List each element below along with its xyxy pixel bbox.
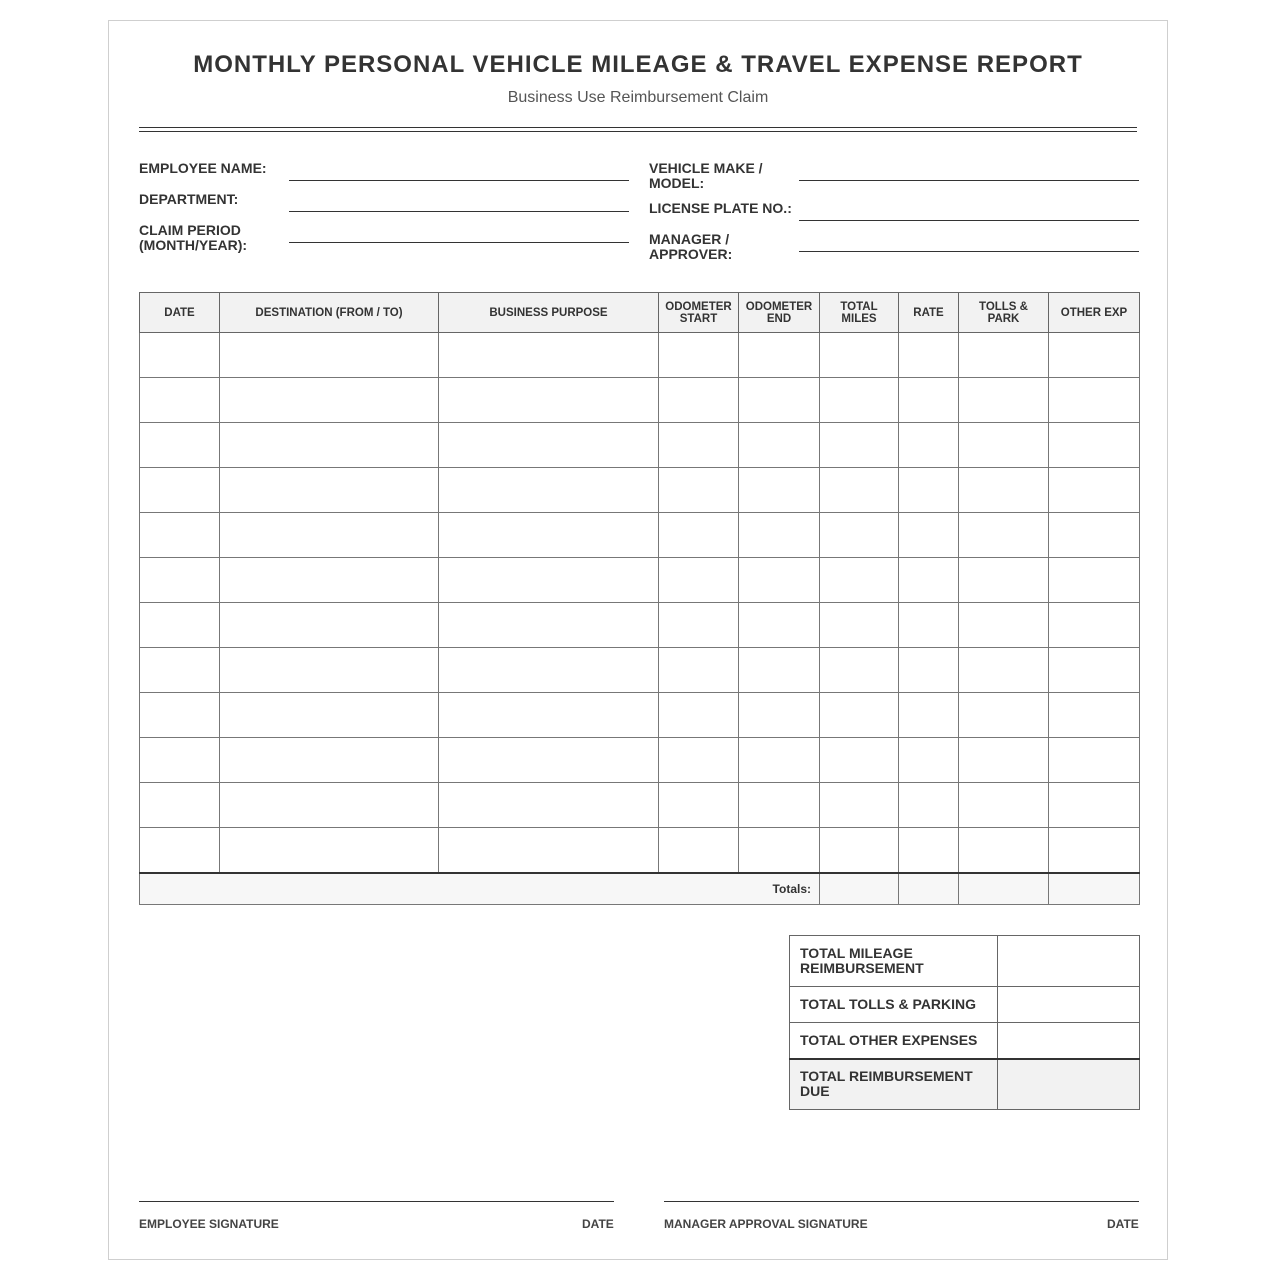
total-due-label-line1: TOTAL REIMBURSEMENT: [800, 1068, 973, 1085]
column-header: [1049, 293, 1140, 333]
column-header: [140, 293, 220, 333]
table-body: [140, 333, 1140, 905]
table-cell[interactable]: [659, 333, 739, 378]
table-cell[interactable]: [439, 783, 659, 828]
table-cell[interactable]: [140, 828, 220, 874]
table-cell[interactable]: [820, 738, 899, 783]
table-cell[interactable]: [820, 513, 899, 558]
table-row: [140, 783, 1140, 828]
table-cell[interactable]: [739, 468, 820, 513]
table-cell[interactable]: [899, 648, 959, 693]
table-cell[interactable]: [899, 693, 959, 738]
table-cell[interactable]: [220, 783, 439, 828]
total-other-label: TOTAL OTHER EXPENSES: [790, 1023, 998, 1059]
table-cell[interactable]: [820, 648, 899, 693]
table-cell[interactable]: [739, 648, 820, 693]
manager-label-line1: MANAGER /: [649, 231, 730, 247]
table-row: [140, 648, 1140, 693]
table-cell[interactable]: [739, 603, 820, 648]
table-cell[interactable]: [820, 423, 899, 468]
table-cell[interactable]: [659, 738, 739, 783]
table-cell[interactable]: [439, 828, 659, 874]
table-cell[interactable]: [439, 468, 659, 513]
table-row: [140, 828, 1140, 874]
table-cell[interactable]: [1049, 513, 1140, 558]
table-cell[interactable]: [820, 828, 899, 874]
table-cell[interactable]: [659, 468, 739, 513]
claim-period-label: [139, 223, 247, 253]
table-cell[interactable]: [959, 468, 1049, 513]
table-cell[interactable]: [739, 513, 820, 558]
table-cell[interactable]: [739, 333, 820, 378]
header-divider: [139, 127, 1137, 132]
employee-name-label: EMPLOYEE NAME:: [139, 160, 267, 176]
table-cell[interactable]: [659, 423, 739, 468]
table-cell[interactable]: [1049, 693, 1140, 738]
employee-date-label: DATE: [582, 1217, 614, 1231]
summary-row: [790, 936, 1140, 987]
column-header-line1: OTHER EXP: [1060, 306, 1128, 319]
table-cell[interactable]: [820, 378, 899, 423]
report-subtitle: Business Use Reimbursement Claim: [507, 89, 769, 106]
table-cell[interactable]: [439, 648, 659, 693]
table-cell[interactable]: [1049, 423, 1140, 468]
table-cell[interactable]: [959, 783, 1049, 828]
report-page: [108, 20, 1168, 1260]
column-header-line1: TOLLS &: [979, 300, 1028, 313]
table-header-row: [140, 293, 1140, 333]
summary-row: [790, 987, 1140, 1023]
table-cell[interactable]: [220, 513, 439, 558]
column-header-line2: PARK: [987, 312, 1020, 325]
table-cell[interactable]: [140, 468, 220, 513]
license-plate-label: LICENSE PLATE NO.:: [649, 200, 792, 216]
table-cell[interactable]: [1049, 468, 1140, 513]
table-cell[interactable]: [959, 648, 1049, 693]
table-cell[interactable]: [739, 828, 820, 874]
table-cell[interactable]: [1049, 558, 1140, 603]
totals-cell[interactable]: [1049, 873, 1140, 905]
mileage-log-table: [139, 292, 1140, 905]
column-header: [959, 293, 1049, 333]
table-cell[interactable]: [899, 333, 959, 378]
license-plate-field[interactable]: [799, 220, 1139, 221]
column-header-line1: ODOMETER: [665, 300, 732, 313]
manager-signature-label: MANAGER APPROVAL SIGNATURE: [664, 1217, 868, 1231]
column-header: [820, 293, 899, 333]
column-header-line1: DATE: [164, 306, 195, 319]
table-cell[interactable]: [140, 603, 220, 648]
table-cell[interactable]: [659, 693, 739, 738]
vehicle-field[interactable]: [799, 180, 1139, 181]
summary-row: [790, 1023, 1140, 1059]
table-row: [140, 738, 1140, 783]
table-row: [140, 378, 1140, 423]
table-cell[interactable]: [220, 378, 439, 423]
table-row: [140, 693, 1140, 738]
table-cell[interactable]: [899, 783, 959, 828]
table-row: [140, 423, 1140, 468]
table-cell[interactable]: [899, 828, 959, 874]
table-cell[interactable]: [820, 558, 899, 603]
table-cell[interactable]: [820, 783, 899, 828]
department-label: DEPARTMENT:: [139, 191, 239, 207]
table-cell[interactable]: [659, 603, 739, 648]
table-cell[interactable]: [820, 333, 899, 378]
total-due-label-line2: DUE: [800, 1083, 830, 1100]
claim-period-label-line2: (MONTH/YEAR):: [139, 237, 248, 253]
table-row: [140, 468, 1140, 513]
column-header-line1: RATE: [913, 306, 944, 319]
table-cell[interactable]: [1049, 783, 1140, 828]
table-cell[interactable]: [739, 558, 820, 603]
total-mileage-label: [790, 936, 998, 987]
total-due-label: [790, 1059, 998, 1110]
summary-row: [790, 1059, 1140, 1110]
employee-signature-line[interactable]: [139, 1201, 614, 1202]
table-cell[interactable]: [140, 423, 220, 468]
column-header-line2: START: [679, 312, 718, 325]
column-header-line2: END: [766, 312, 792, 325]
table-cell[interactable]: [140, 558, 220, 603]
table-cell[interactable]: [439, 603, 659, 648]
manager-field[interactable]: [799, 251, 1139, 252]
table-cell[interactable]: [899, 603, 959, 648]
total-mileage-label-line2: REIMBURSEMENT: [800, 960, 924, 976]
table-cell[interactable]: [899, 513, 959, 558]
table-cell[interactable]: [140, 378, 220, 423]
column-header: [899, 293, 959, 333]
column-header-line1: TOTAL: [840, 300, 878, 313]
table-cell[interactable]: [220, 423, 439, 468]
table-cell[interactable]: [899, 558, 959, 603]
totals-row: [140, 873, 1140, 905]
table-cell[interactable]: [899, 378, 959, 423]
table-cell[interactable]: [1049, 333, 1140, 378]
table-cell[interactable]: [959, 378, 1049, 423]
table-cell[interactable]: [959, 738, 1049, 783]
total-other-value[interactable]: [998, 1023, 1140, 1059]
totals-cell[interactable]: [820, 873, 899, 905]
table-cell[interactable]: [1049, 378, 1140, 423]
table-cell[interactable]: [439, 333, 659, 378]
table-cell[interactable]: [659, 648, 739, 693]
claim-period-label-line1: CLAIM PERIOD: [139, 222, 241, 238]
total-mileage-value[interactable]: [998, 936, 1140, 987]
table-cell[interactable]: [959, 423, 1049, 468]
table-cell[interactable]: [220, 648, 439, 693]
column-header: [659, 293, 739, 333]
vehicle-label-line2: MODEL:: [649, 175, 705, 191]
table-cell[interactable]: [739, 693, 820, 738]
table-cell[interactable]: [659, 783, 739, 828]
column-header: [739, 293, 820, 333]
table-cell[interactable]: [439, 693, 659, 738]
column-header-line1: ODOMETER: [745, 300, 813, 313]
employee-signature-label: EMPLOYEE SIGNATURE: [139, 1217, 279, 1231]
department-field[interactable]: [289, 211, 629, 212]
table-cell[interactable]: [1049, 738, 1140, 783]
claim-period-field[interactable]: [289, 242, 629, 243]
table-cell[interactable]: [140, 693, 220, 738]
table-cell[interactable]: [439, 738, 659, 783]
table-cell[interactable]: [439, 558, 659, 603]
table-cell[interactable]: [220, 558, 439, 603]
table-cell[interactable]: [220, 603, 439, 648]
table-cell[interactable]: [959, 558, 1049, 603]
table-row: [140, 603, 1140, 648]
employee-name-field[interactable]: [289, 180, 629, 181]
table-cell[interactable]: [439, 378, 659, 423]
vehicle-label-line1: VEHICLE MAKE /: [649, 160, 763, 176]
total-mileage-label-line1: TOTAL MILEAGE: [800, 945, 913, 961]
manager-label-line2: APPROVER:: [649, 246, 733, 262]
table-cell[interactable]: [820, 603, 899, 648]
table-cell[interactable]: [959, 828, 1049, 874]
table-cell[interactable]: [820, 468, 899, 513]
table-cell[interactable]: [220, 738, 439, 783]
column-header: [439, 293, 659, 333]
table-cell[interactable]: [220, 693, 439, 738]
column-header-line1: DESTINATION (FROM / TO): [255, 306, 403, 319]
table-cell[interactable]: [899, 468, 959, 513]
total-tolls-label: TOTAL TOLLS & PARKING: [790, 987, 998, 1023]
column-header-line2: MILES: [841, 312, 877, 325]
table-cell[interactable]: [739, 783, 820, 828]
column-header: [220, 293, 439, 333]
table-cell[interactable]: [659, 513, 739, 558]
manager-date-label: DATE: [1107, 1217, 1139, 1231]
table-cell[interactable]: [959, 333, 1049, 378]
manager-signature-line[interactable]: [664, 1201, 1139, 1202]
table-cell[interactable]: [220, 828, 439, 874]
report-title: MONTHLY PERSONAL VEHICLE MILEAGE & TRAVEL EXPENSE REPORT: [193, 51, 1083, 78]
totals-cell[interactable]: [899, 873, 959, 905]
table-cell[interactable]: [959, 513, 1049, 558]
table-row: [140, 558, 1140, 603]
totals-cell[interactable]: [959, 873, 1049, 905]
table-row: [140, 513, 1140, 558]
table-cell[interactable]: [439, 423, 659, 468]
table-cell[interactable]: [1049, 828, 1140, 874]
table-cell[interactable]: [820, 693, 899, 738]
table-cell[interactable]: [959, 693, 1049, 738]
table-cell[interactable]: [659, 558, 739, 603]
table-cell[interactable]: [140, 783, 220, 828]
table-cell[interactable]: [959, 603, 1049, 648]
table-cell[interactable]: [140, 648, 220, 693]
total-tolls-value[interactable]: [998, 987, 1140, 1023]
total-due-value[interactable]: [998, 1059, 1140, 1110]
table-cell[interactable]: [659, 378, 739, 423]
table-cell[interactable]: [739, 738, 820, 783]
totals-label: Totals:: [140, 873, 820, 905]
table-cell[interactable]: [659, 828, 739, 874]
summary-table: [789, 935, 1140, 1110]
table-cell[interactable]: [899, 738, 959, 783]
table-cell[interactable]: [899, 423, 959, 468]
table-cell[interactable]: [739, 423, 820, 468]
table-cell[interactable]: [140, 333, 220, 378]
table-cell[interactable]: [140, 738, 220, 783]
table-cell[interactable]: [1049, 648, 1140, 693]
table-cell[interactable]: [1049, 603, 1140, 648]
table-cell[interactable]: [220, 468, 439, 513]
table-cell[interactable]: [140, 513, 220, 558]
table-cell[interactable]: [439, 513, 659, 558]
vehicle-label: [649, 161, 763, 191]
table-cell[interactable]: [739, 378, 820, 423]
table-cell[interactable]: [220, 333, 439, 378]
table-row: [140, 333, 1140, 378]
column-header-line1: BUSINESS PURPOSE: [489, 306, 608, 319]
manager-label: [649, 232, 732, 262]
